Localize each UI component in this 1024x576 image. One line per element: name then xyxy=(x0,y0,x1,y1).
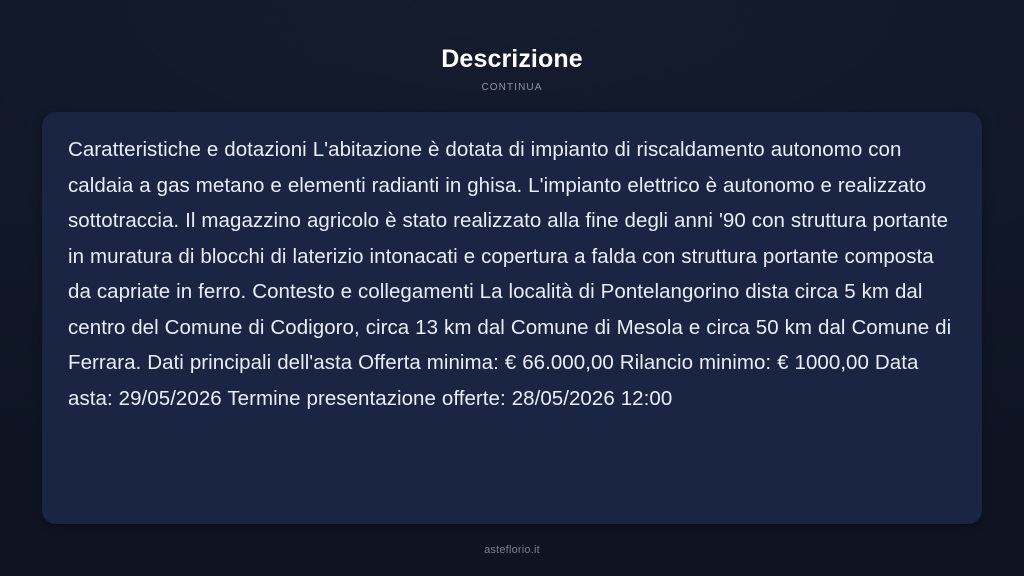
description-card xyxy=(42,112,982,524)
page-footer xyxy=(0,524,1024,576)
site-name-label: asteflorio.it xyxy=(484,543,540,556)
continue-label[interactable]: CONTINUA xyxy=(481,82,543,93)
page-header xyxy=(0,0,1024,94)
description-body-text: Caratteristiche e dotazioni L'abitazione è dotata di impianto di riscaldamento autonomo con caldaia a gas metano e elementi radianti in ghisa. L'impianto elettrico è autonomo e realizzato sottotraccia. Il magazzino agricolo è stato realizzato alla fine degli anni '90 con struttura portante in muratura di blocchi di laterizio intonacati e copertura a falda con struttura portante composta da capriate in ferro. Contesto e collegamenti La località di Pontelangorino dista circa 5 km dal centro del Comune di Codigoro, circa 13 km dal Comune di Mesola e circa 50 km dal Comune di Ferrara. Dati principali dell'asta Offerta minima: € 66.000,00 Rilancio minimo: € 1000,00 Data asta: 29/05/2026 Termine presentazione offerte: 28/05/2026 12:00 xyxy=(68,138,952,410)
page-title: Descrizione xyxy=(441,45,583,73)
